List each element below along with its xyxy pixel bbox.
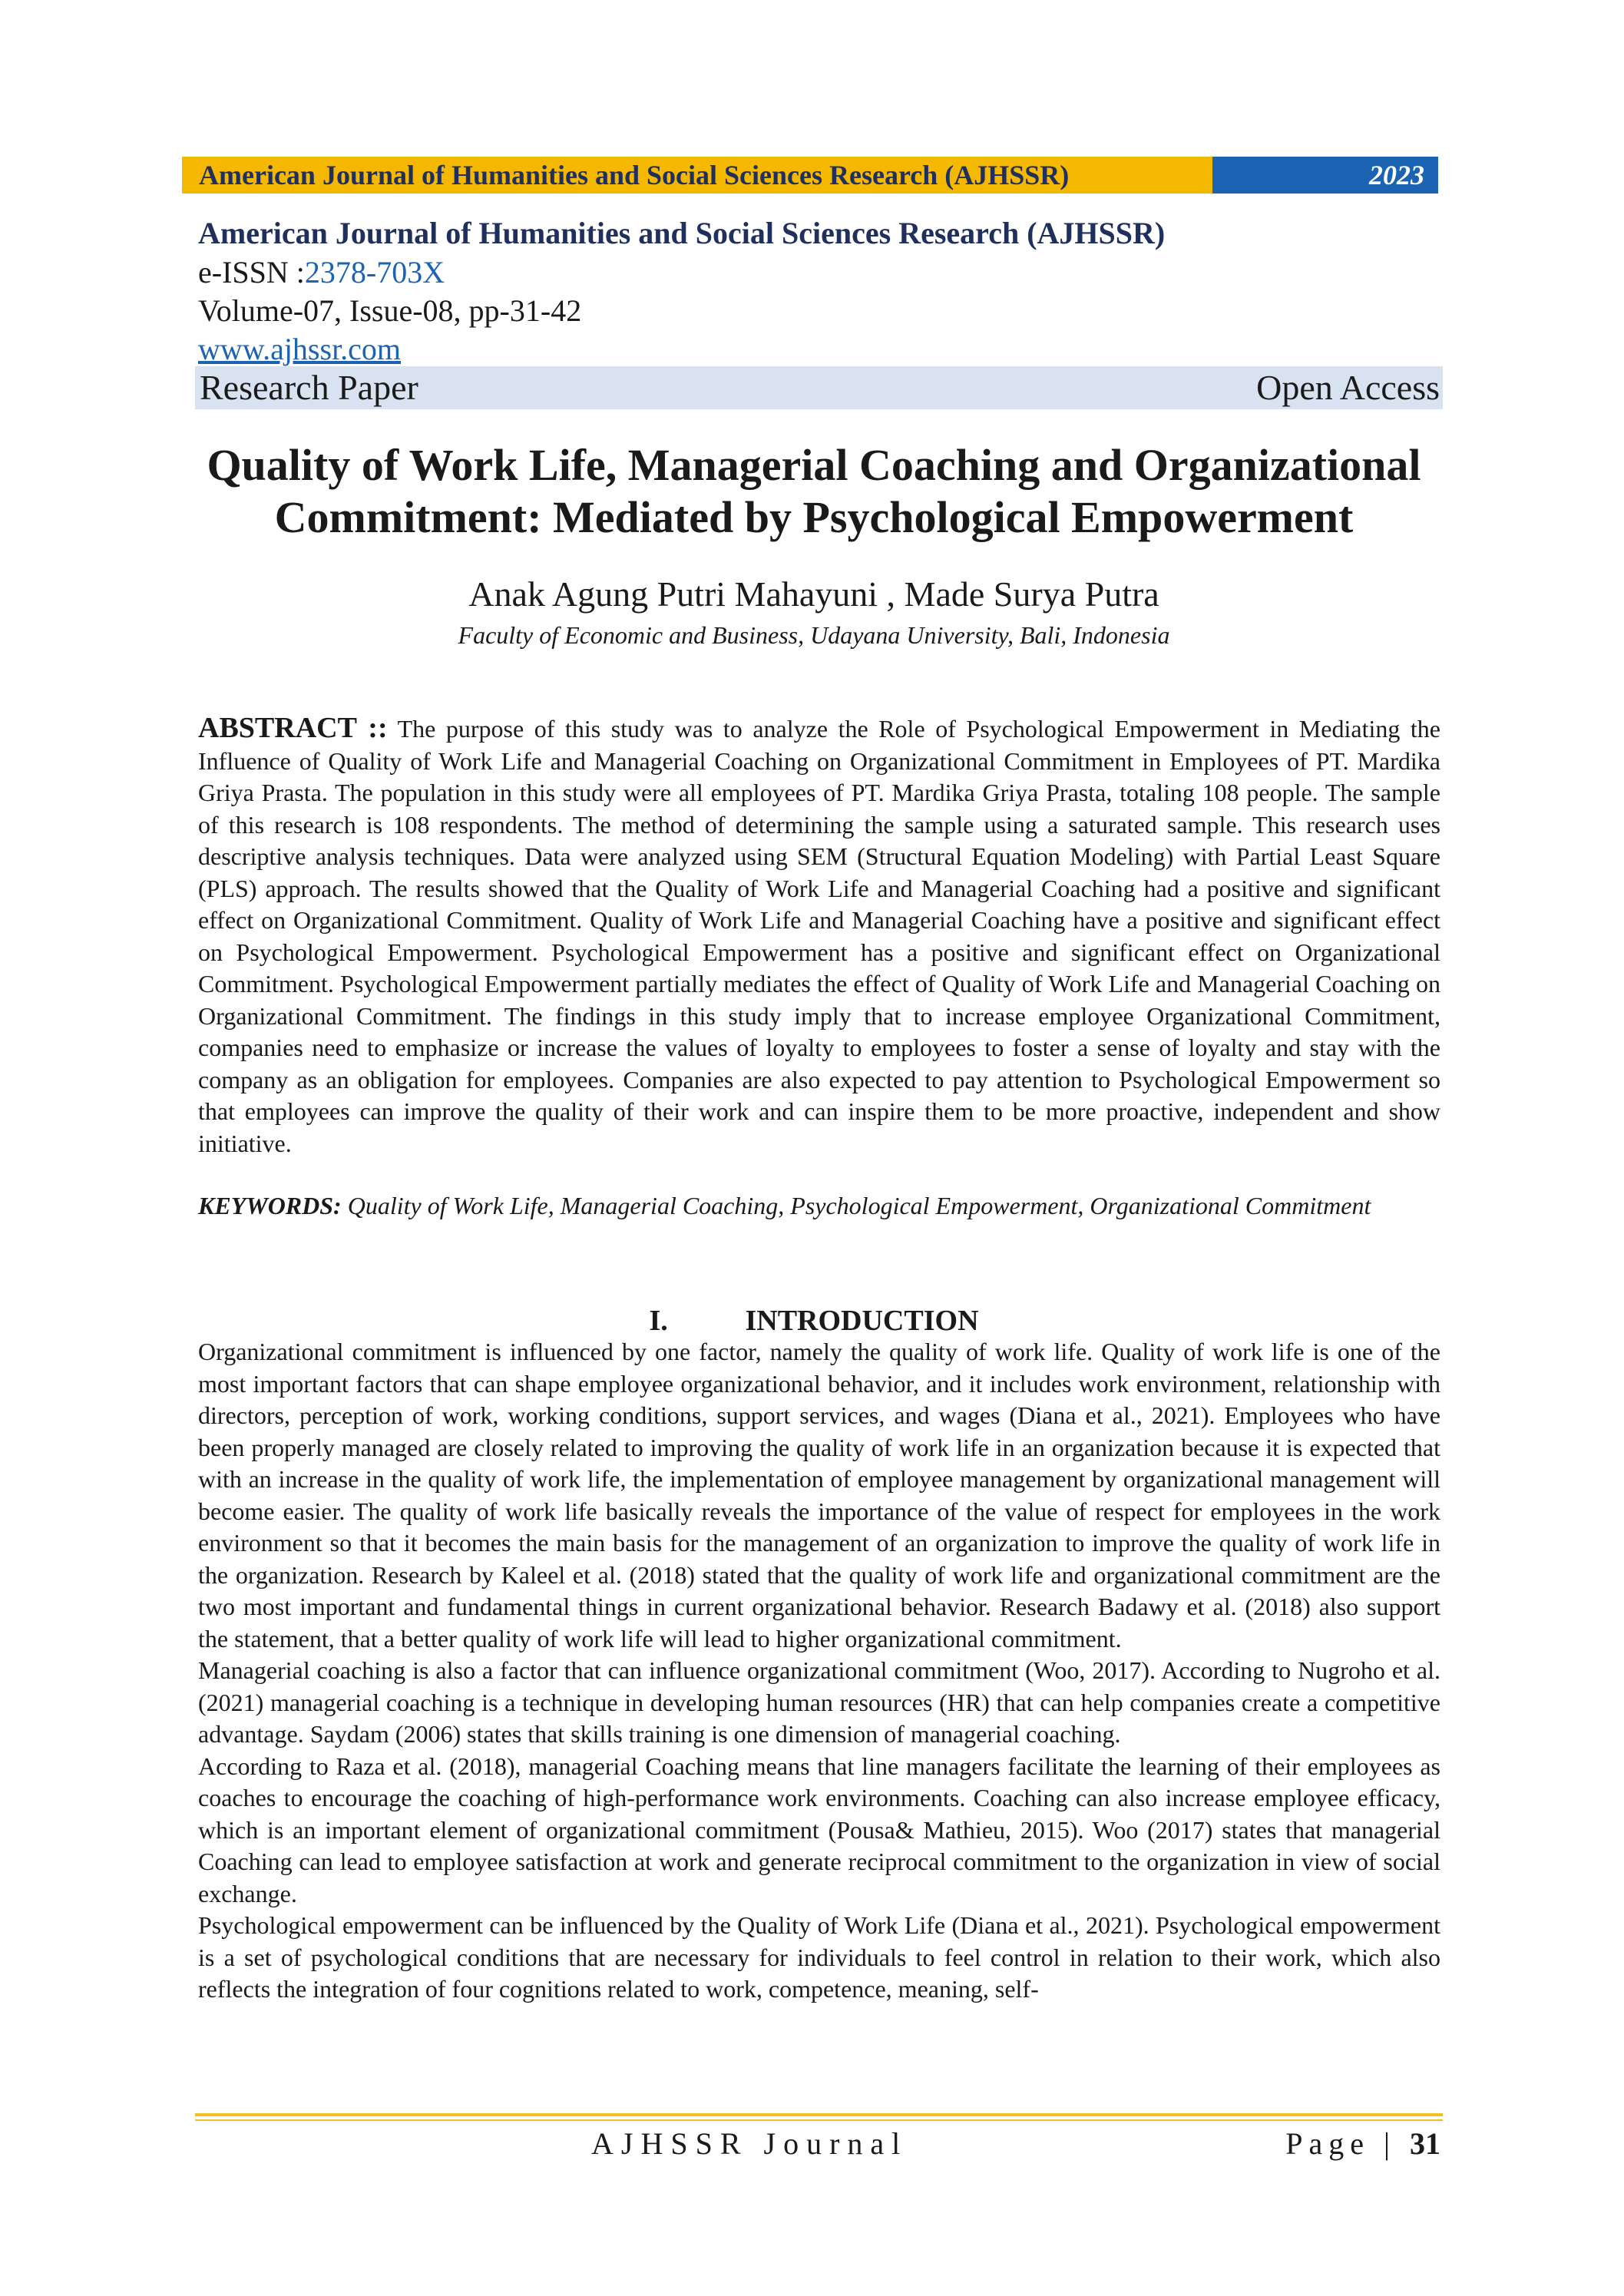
issn-value: 2378-703X xyxy=(304,255,445,289)
paragraph: According to Raza et al. (2018), managerial Coaching means that line managers facilitate the learning of their employees as coaches to encourage the coaching of high-performance work environments. Coaching can also increase employee efficacy, which is an important element of organizational commitment (Pousa& Mathieu, 2015). Woo (2017) states that managerial Coaching can lead to employee satisfaction at work and generate reciprocal commitment to the organization in view of social exchange. xyxy=(198,1752,1440,1907)
page-number: 31 xyxy=(1410,2126,1440,2161)
volume-line: Volume-07, Issue-08, pp-31-42 xyxy=(198,293,582,328)
footer-divider-thin xyxy=(195,2119,1443,2121)
footer-divider xyxy=(195,2113,1443,2116)
title-line-1: Quality of Work Life, Managerial Coaching and Organizational xyxy=(207,440,1421,490)
footer-journal: AJHSSR Journal xyxy=(591,2126,908,2161)
section-title: INTRODUCTION xyxy=(745,1305,979,1337)
title-line-2: Commitment: Mediated by Psychological Empowerment xyxy=(274,492,1354,542)
issn-line xyxy=(198,253,1442,292)
running-header xyxy=(182,157,1438,194)
keywords-text: Quality of Work Life, Managerial Coaching, Psychological Empowerment, Organizational Commitment xyxy=(347,1192,1371,1219)
page-label: Page | xyxy=(1285,2126,1396,2161)
affiliation: Faculty of Economic and Business, Udayana University, Bali, Indonesia xyxy=(458,621,1170,649)
abstract xyxy=(198,713,1440,1160)
issn-label: e-ISSN : xyxy=(198,255,305,289)
authors: Anak Agung Putri Mahayuni , Made Surya Putra xyxy=(468,574,1159,614)
keywords-label: KEYWORDS: xyxy=(198,1192,342,1219)
footer-page xyxy=(1285,2122,1440,2165)
journal-name: American Journal of Humanities and Social Sciences Research (AJHSSR) xyxy=(198,216,1166,250)
paragraph: Psychological empowerment can be influenced by the Quality of Work Life (Diana et al., 2021). Psychological empowerment is a set of psychological conditions that are necessary for individuals to feel control in relation to their work, which also reflects the integration of four cognitions related to work, competence, meaning, self- xyxy=(198,1911,1440,2003)
abstract-text: The purpose of this study was to analyze the Role of Psychological Empowerment in Mediating the Influence of Quality of Work Life and Managerial Coaching on Organizational Commitment in Employees of PT. Mardika Griya Prasta. The population in this study were all employees of PT. Mardika Griya Prasta, totaling 108 people. The sample of this research is 108 respondents. The method of determining the sample using a saturated sample. This research uses descriptive analysis techniques. Data were analyzed using SEM (Structural Equation Modeling) with Partial Least Square (PLS) approach. The results showed that the Quality of Work Life and Managerial Coaching had a positive and significant effect on Organizational Commitment. Quality of Work Life and Managerial Coaching have a positive and significant effect on Psychological Empowerment. Psychological Empowerment has a positive and significant effect on Organizational Commitment. Psychological Empowerment partially mediates the effect of Quality of Work Life and Managerial Coaching on Organizational Commitment. The findings in this study imply that to increase employee Organizational Commitment, companies need to emphasize or increase the values of loyalty to employees to foster a sense of loyalty and stay with the company as an obligation for employees. Companies are also expected to pay attention to Psychological Empowerment so that employees can improve the quality of their work and can inspire them to be more proactive, independent and show initiative. xyxy=(198,715,1441,1157)
website-link[interactable]: www.ajhssr.com xyxy=(198,332,402,366)
paper-type: Research Paper xyxy=(200,368,418,407)
section-heading xyxy=(184,1302,1444,1339)
paper-type-bar xyxy=(195,366,1443,409)
running-header-year: 2023 xyxy=(1212,157,1438,194)
keywords xyxy=(198,1190,1440,1222)
access-type: Open Access xyxy=(1256,368,1440,407)
journal-meta xyxy=(198,213,1442,369)
paragraph: Managerial coaching is also a factor that can influence organizational commitment (Woo, 2017). According to Nugroho et al. (2021) managerial coaching is a technique in developing human resources (HR) that can help companies create a competitive advantage. Saydam (2006) states that skills training is one dimension of managerial coaching. xyxy=(198,1656,1440,1748)
paragraph: Organizational commitment is influenced by one factor, namely the quality of work life. Quality of work life is one of the most important factors that can shape employee organizational behavior, and it includes work environment, relationship with directors, perception of work, working conditions, support services, and wages (Diana et al., 2021). Employees who have been properly managed are closely related to improving the quality of work life in an organization because it is expected that with an increase in the quality of work life, the implementation of employee management by organizational management will become easier. The quality of work life basically reveals the importance of the value of respect for employees in the work environment so that it becomes the main basis for the management of an organization to improve the quality of work life in the organization. Research by Kaleel et al. (2018) stated that the quality of work life and organizational commitment are the two most important and fundamental things in current organizational behavior. Research Badawy et al. (2018) also support the statement, that a better quality of work life will lead to higher organizational commitment. xyxy=(198,1338,1440,1653)
abstract-label: ABSTRACT :: xyxy=(198,712,388,744)
section-number: I. xyxy=(649,1305,668,1337)
paper-title xyxy=(184,439,1444,544)
running-header-journal: American Journal of Humanities and Social Sciences Research (AJHSSR) xyxy=(182,157,1212,194)
introduction-body xyxy=(198,1336,1440,2006)
